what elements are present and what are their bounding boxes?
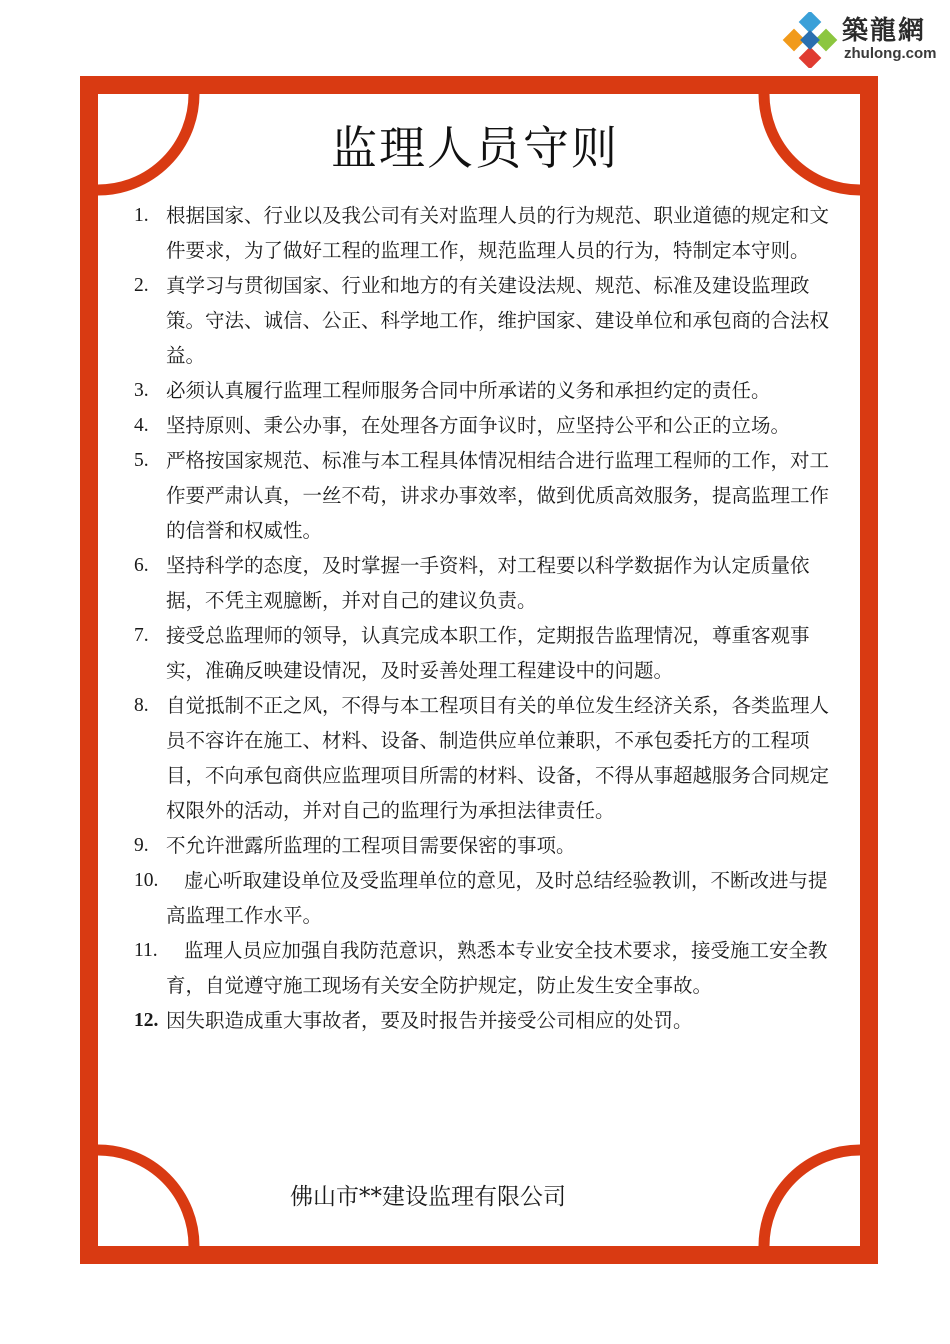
rule-item: [134, 408, 844, 443]
rule-number: 7.: [134, 625, 149, 646]
rule-text: 虚心听取建设单位及受监理单位的意见，及时总结经验教训，不断改进与提高监理工作水平。: [166, 869, 828, 927]
rule-item: [134, 373, 844, 408]
rule-text: 根据国家、行业以及我公司有关对监理人员的行为规范、职业道德的规定和文件要求，为了做好工程的监理工作，规范监理人员的行为，特制定本守则。: [166, 204, 830, 262]
rule-number: 5.: [134, 450, 149, 471]
rule-item: [134, 688, 844, 828]
page-title: 监理人员守则: [331, 121, 619, 175]
rule-number: 3.: [134, 380, 149, 401]
rule-item: [134, 618, 844, 688]
rule-number: 9.: [134, 835, 149, 856]
rule-text: 坚持原则、秉公办事，在处理各方面争议时，应坚持公平和公正的立场。: [166, 414, 791, 437]
rule-number: 4.: [134, 415, 149, 436]
rule-item: [134, 548, 844, 618]
rule-text: 不允许泄露所监理的工程项目需要保密的事项。: [166, 834, 576, 857]
rule-text: 真学习与贯彻国家、行业和地方的有关建设法规、规范、标准及建设监理政策。守法、诚信、公正、科学地工作，维护国家、建设单位和承包商的合法权益。: [166, 274, 830, 367]
logo-chinese-name: 築龍網: [842, 16, 927, 46]
rule-text: 因失职造成重大事故者，要及时报告并接受公司相应的处罚。: [166, 1009, 693, 1032]
rule-number: 12.: [134, 1010, 159, 1031]
rule-text: 自觉抵制不正之风，不得与本工程项目有关的单位发生经济关系，各类监理人员不容许在施工、材料、设备、制造供应单位兼职，不承包委托方的工程项目，不向承包商供应监理项目所需的材料、设备，不得从事超越服务合同规定权限外的活动，并对自己的监理行为承担法律责任。: [166, 694, 830, 822]
rule-number: 2.: [134, 275, 149, 296]
rules-list: [134, 198, 844, 1038]
rule-item: [134, 1003, 844, 1038]
rule-number: 6.: [134, 555, 149, 576]
rule-item: [134, 828, 844, 863]
rule-number: 11.: [134, 940, 158, 961]
logo-domain: zhulong.com: [844, 45, 937, 62]
rule-text: 必须认真履行监理工程师服务合同中所承诺的义务和承担约定的责任。: [166, 379, 771, 402]
rule-item: [134, 268, 844, 373]
rule-text: 接受总监理师的领导，认真完成本职工作，定期报告监理情况，尊重客观事实，准确反映建设情况，及时妥善处理工程建设中的问题。: [166, 624, 810, 682]
rule-number: 10.: [134, 870, 159, 891]
rule-item: [134, 933, 844, 1003]
rule-item: [134, 443, 844, 548]
rule-text: 监理人员应加强自我防范意识，熟悉本专业安全技术要求，接受施工安全教育，自觉遵守施工现场有关安全防护规定，防止发生安全事故。: [166, 939, 828, 997]
rule-text: 严格按国家规范、标准与本工程具体情况相结合进行监理工程师的工作，对工作要严肃认真，一丝不苟，讲求办事效率，做到优质高效服务，提高监理工作的信誉和权威性。: [166, 449, 830, 542]
rule-number: 1.: [134, 205, 149, 226]
rule-text: 坚持科学的态度，及时掌握一手资料，对工程要以科学数据作为认定质量依据，不凭主观臆断，并对自己的建议负责。: [166, 554, 810, 612]
rule-item: [134, 863, 844, 933]
rule-number: 8.: [134, 695, 149, 716]
company-name: 佛山市**建设监理有限公司: [290, 1184, 566, 1210]
rule-item: [134, 198, 844, 268]
